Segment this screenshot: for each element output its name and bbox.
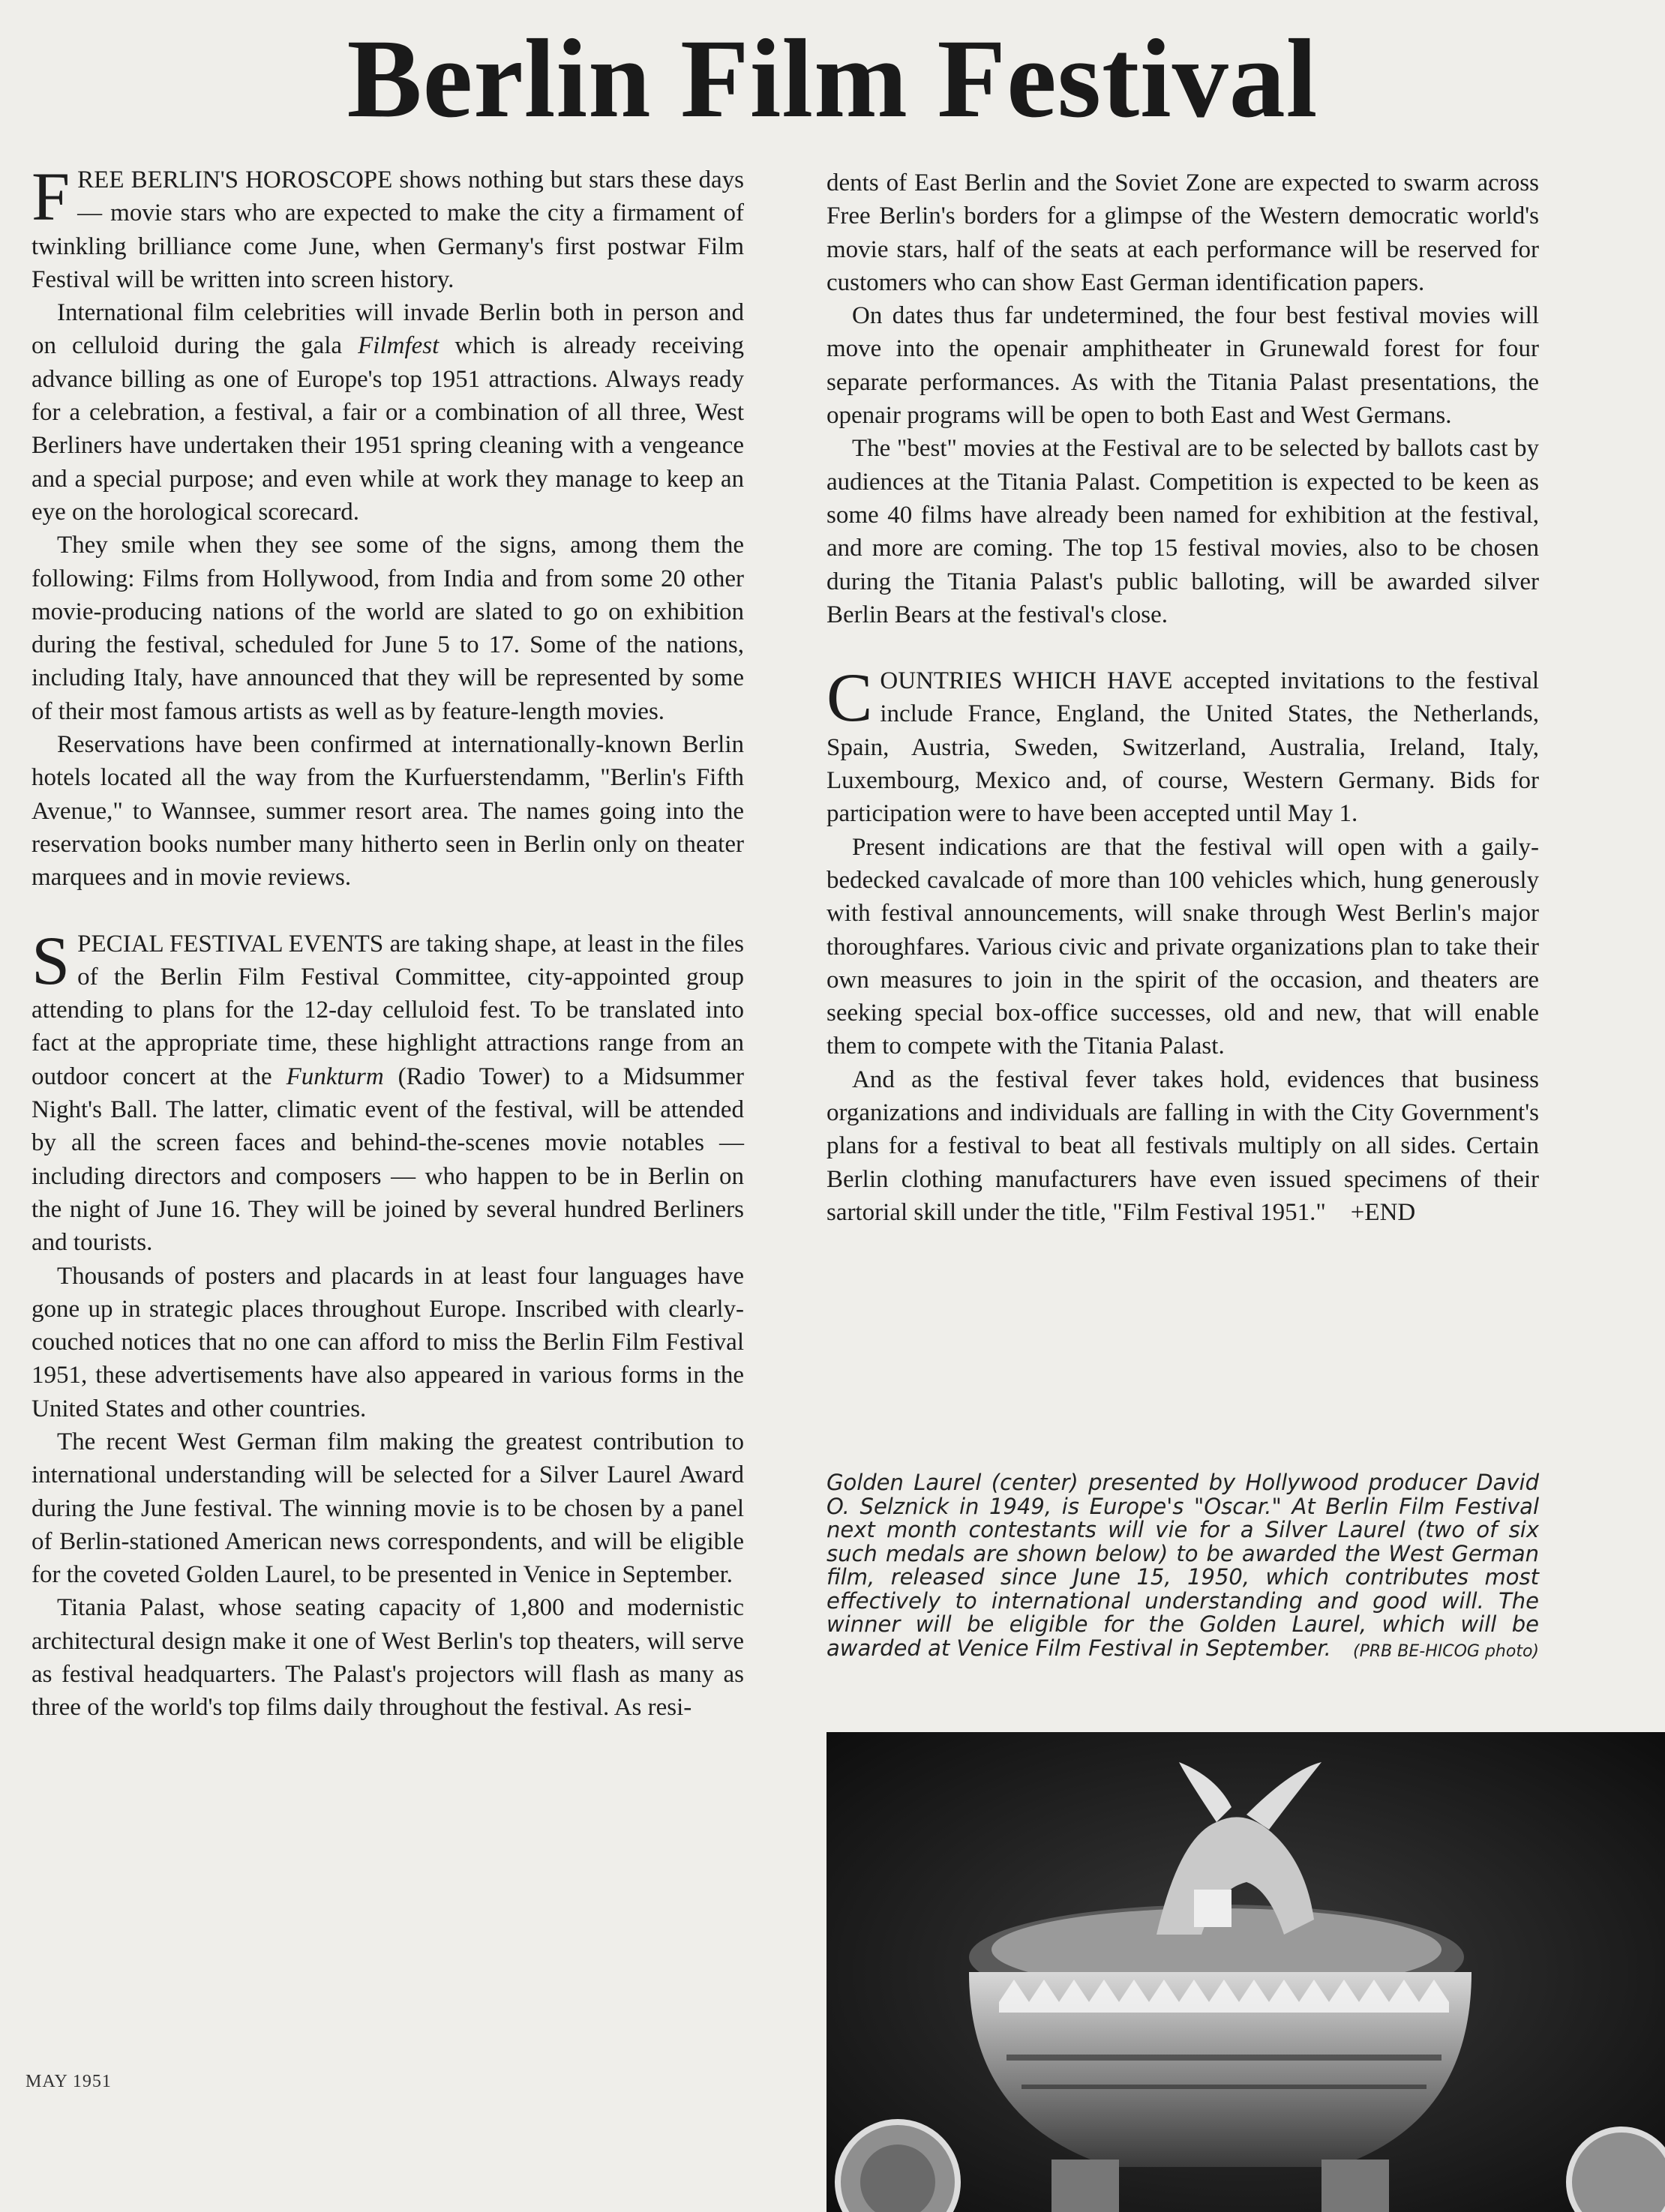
page-title: Berlin Film Festival: [346, 16, 1318, 141]
paragraph: Present indications are that the festival will open with a gaily-bedecked cavalcade of more than 100 vehicles which, hung generously with festival announcements, will snake through West Berlin's major thoroughfares. Various civic and private organizations plan to take their own measures to join in the spirit of the occasion, and theaters are seeking special box-office successes, old and new, that will enable them to compete with the Titania Palast.: [826, 833, 1539, 1060]
paragraph: [32, 922, 745, 1260]
drop-cap: F: [32, 158, 70, 235]
paragraph-text: REE BERLIN'S HOROSCOPE shows nothing but stars these days — movie stars who are expected to make the city a firmament of twinkling brilliance come June, when Germany's first postwar Film Festival will be written into screen history.: [32, 166, 744, 293]
drop-cap: C: [826, 659, 873, 736]
paragraph: [826, 659, 1539, 830]
italic-term: Funkturm: [286, 1063, 384, 1090]
photo-credit: (PRB BE-HICOG photo): [1353, 1641, 1539, 1661]
right-column: [826, 166, 1539, 1229]
photo-caption: [826, 1471, 1539, 1663]
paragraph-text: OUNTRIES WHICH HAVE accepted invitations to the festival include France, England, the United States, the Netherlands, Spain, Austria, Sweden, Switzerland, Australia, Ireland, Italy, Luxembourg, Mexico and, of course, Western Germany. Bids for participation were to have been accepted until May 1.: [826, 667, 1539, 828]
paragraph: The recent West German film making the greatest contribution to international understanding will be selected for a Silver Laurel Award during the June festival. The winning movie is to be chosen by a panel of Berlin-stationed American news correspondents, and will be eligible for the coveted Golden Laurel, to be presented in Venice in September.: [32, 1428, 744, 1589]
paragraph-text: And as the festival fever takes hold, evidences that business organizations and individuals are falling in with the City Government's plans for a festival to beat all festivals multiply on all sides. Certain Berlin clothing manufacturers have even issued specimens of their sartorial skill under the title, "Film Festival 1951.": [826, 1066, 1539, 1226]
paragraph-text: PECIAL FESTIVAL EVENTS are taking shape, at least in the files of the Berlin Film Festival Committee, city-appointed group attending to plans for the 12-day celluloid fest. To be translated into fact at the appropriate time, these highlight attractions range from an outdoor concert at the: [32, 930, 744, 1090]
paragraph: On dates thus far undetermined, the four best festival movies will move into the openair amphitheater in Grunewald forest for four separate performances. As with the Titania Palast presentations, the openair programs will be open to both East and West Germans.: [826, 302, 1539, 430]
paragraph: [32, 296, 744, 529]
golden-laurel-photo: [826, 1732, 1665, 2212]
paragraph-text: which is already receiving advance billing as one of Europe's top 1951 attractions. Always ready for a celebration, a festival, a fair or a combination of all three, West Berliners have undertaken their 1951 spring cleaning with a vengeance and a special purpose; and even while at work they manage to keep an eye on the horological scorecard.: [32, 332, 745, 526]
left-column: [32, 158, 745, 1725]
paragraph-text: (Radio Tower) to a Midsummer Night's Ball. The latter, climatic event of the festival, will be attended by all the screen faces and behind-the-scenes movie notables — including directors and composers — who happen to be in Berlin on the night of June 16. They will be joined by several hundred Berliners and tourists.: [32, 1063, 745, 1257]
paragraph: They smile when they see some of the signs, among them the following: Films from Hollywood, from India and from some 20 other movie-producing nations of the world are slated to go on exhibition during the festival, scheduled for June 5 to 17. Some of the nations, including Italy, have announced that they will be represented by some of their most famous artists as well as by feature-length movies.: [32, 532, 744, 725]
end-mark: +END: [1350, 1198, 1416, 1226]
drop-cap: S: [32, 922, 70, 999]
paragraph: [826, 1063, 1539, 1229]
trophy-illustration: [826, 1732, 1665, 2212]
caption-text: Golden Laurel (center) presented by Hollywood producer David O. Selznick in 1949, is Europe's "Oscar." At Berlin Film Festival next month contestants will vie for a Silver Laurel (two of six such medals are shown below) to be awarded the West German film, released since June 15, 1950, which contributes most effectively to international understanding and good will. The winner will be eligible for the Golden Laurel, which will be awarded at Venice Film Festival in September.: [826, 1470, 1539, 1661]
italic-term: Filmfest: [358, 332, 440, 360]
paragraph: Titania Palast, whose seating capacity of 1,800 and modernistic architectural design make it one of West Berlin's top theaters, will serve as festival headquarters. The Palast's projectors will flash as many as three of the world's top films daily throughout the festival. As resi-: [32, 1594, 744, 1722]
paragraph: The "best" movies at the Festival are to be selected by ballots cast by audiences at the Titania Palast. Competition is expected to be keen as some 40 films have already been named for exhibition at the festival, and more are coming. The top 15 festival movies, also to be chosen during the Titania Palast's public balloting, will be awarded silver Berlin Bears at the festival's close.: [826, 435, 1539, 628]
paragraph: [32, 158, 744, 296]
paragraph: Thousands of posters and placards in at least four languages have gone up in strategic places throughout Europe. Inscribed with clearly-couched notices that no one can afford to miss the Berlin Film Festival 1951, these advertisements have also appeared in various forms in the United States and other countries.: [32, 1262, 744, 1422]
paragraph-text: International film celebrities will invade Berlin both in person and on celluloid during the gala: [32, 299, 744, 360]
paragraph: dents of East Berlin and the Soviet Zone are expected to swarm across Free Berlin's borders for a glimpse of the Western democratic world's movie stars, half of the seats at each performance will be reserved for customers who can show East German identification papers.: [826, 169, 1539, 296]
page-footer: MAY 1951: [26, 2072, 112, 2091]
paragraph: Reservations have been confirmed at internationally-known Berlin hotels located all the way from the Kurfuerstendamm, "Berlin's Fifth Avenue," to Wannsee, summer resort area. The names going into the reservation books number many hitherto seen in Berlin only on theater marquees and in movie reviews.: [32, 731, 744, 892]
